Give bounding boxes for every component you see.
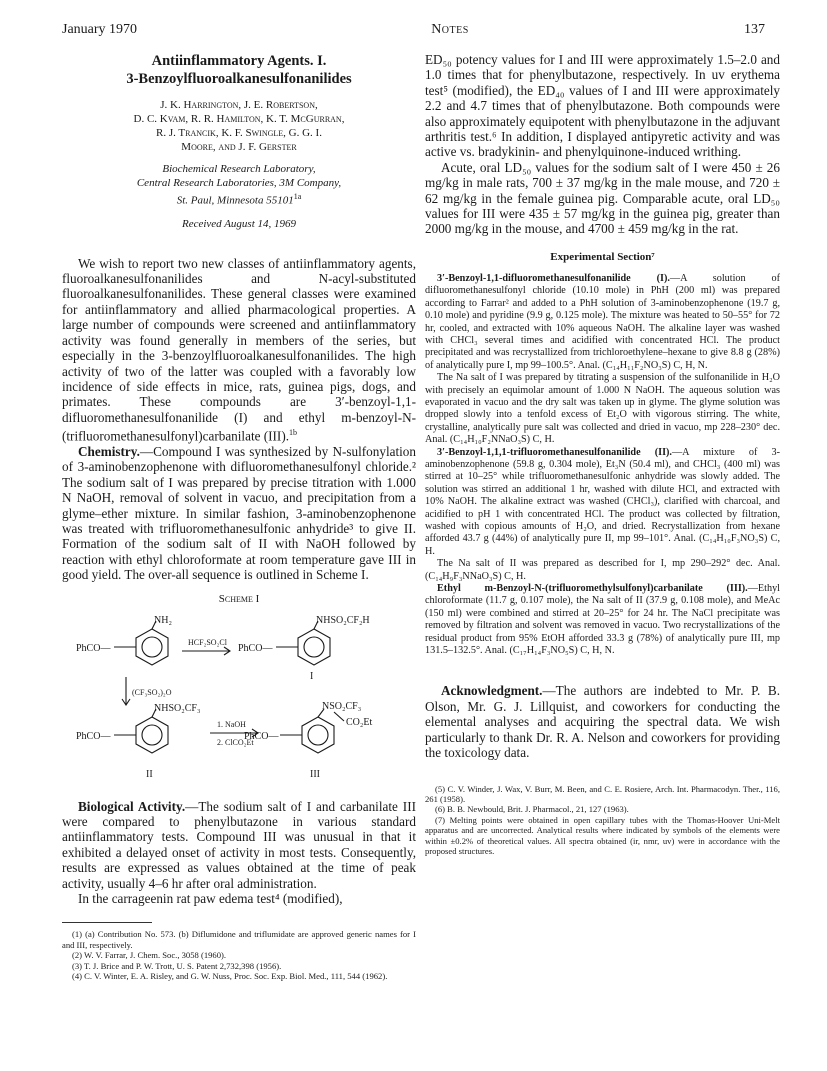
footnote-2: (2) W. V. Farrar, J. Chem. Soc., 3058 (1960). (72, 950, 227, 961)
experimental-paragraph-1 (425, 273, 780, 372)
product1-substituent: NHSO₂CF₂H (316, 614, 370, 626)
product2-substituent: NHSO₂CF₃ (154, 702, 201, 714)
footnote-spacer (425, 777, 515, 778)
compound-II-text: —A mixture of 3-aminobenzophenone (59.8 g, 0.304 mole), Et₃N (50.4 ml), and CHCl₃ (400 ml) was stirred at 10–25° while trifluoromethanesulfonic anhydride was slowly added. The solution was stirred an additional 1 hr, washed with dilute HCl, and extracted with 10% NaOH. The alkaline extract was washed (CHCl₃), clarified with charcoal, and acidified to pH 1 with concentrated HCl. The product was collected by filtration, washed with copious amounts of H₂O, and dried. Recrystallization from hexane afforded 43.7 g (44%) of analytically pure II, mp 99–101°. Anal. (C₁₄H₁₀F₃NO₃S) C, H. (425, 446, 780, 557)
title-line-2: 3-Benzoylfluoroalkanesulfonanilides (126, 71, 352, 87)
left-column (62, 52, 416, 981)
authors-line-1: J. K. Harrington, J. E. Robertson, (160, 99, 318, 111)
product3-substituent-2: CO₂Et (346, 716, 373, 728)
experimental-paragraph-3 (425, 447, 780, 559)
authors-line-4: Moore, and J. F. Gerster (181, 141, 297, 153)
affil-ref: 1a (293, 192, 302, 201)
authors-line-3: R. J. Trancik, K. F. Swingle, G. G. I. (156, 127, 322, 139)
results-paragraph-1: ED₅₀ potency values for I and III were approximately 1.5–2.0 and 1.0 times that for phenylbutazone, respectively. In uv erythema test⁵ (modified), the ED₄₀ values of I and III were approximately 2.2 and 4.7 times that of phenylbutazone. Both compounds were also approximately equipotent with phenylbutazone in the adjuvant arthritis test.⁶ In addition, I displayed antipyretic activity and was active vs. bradykinin- and phenylquinone-induced writhing. (425, 52, 780, 160)
running-head-section: Notes (431, 22, 469, 37)
benzene-ring-3 (136, 717, 168, 753)
experimental-paragraph-4: The Na salt of II was prepared as described for I, mp 290–292° dec. Anal. (C₁₄H₉F₃NNaO₃S) C, H. (425, 558, 780, 582)
reagent-1: HCF₂SO₂Cl (188, 637, 227, 647)
biological-paragraph (62, 799, 416, 891)
running-head (0, 22, 827, 42)
reagent-3b: 2. ClCO₂Et (217, 737, 254, 747)
received-date: Received August 14, 1969 (181, 217, 297, 230)
footnote-1: (1) (a) Contribution No. 573. (b) Diflumidone and triflumidate are approved generic names for I and III, respectively. (62, 929, 416, 950)
affil-line-1: Biochemical Research Laboratory, (162, 163, 316, 175)
acknowledgment-text: —The authors are indebted to Mr. P. B. Olson, Mr. G. J. Lillquist, and coworkers for conducting the elemental analyses and acquiring the spectral data. We wish particularly to thank Dr. R. A. Nelson and coworkers for providing the toxicology data. (425, 683, 780, 761)
biological-heading: Biological Activity. (78, 798, 186, 814)
scheme-diagram (62, 615, 416, 791)
chemistry-heading: Chemistry. (78, 443, 140, 459)
intro-text: We wish to report two new classes of antiinflammatory agents, fluoroalkanesulfonanilides and N-acyl-substituted fluoroalkanesulfonanilides. These general classes were examined for antiinflammatory and allied pharmacological properties. A large number of compounds were screened and antiinflammatory activity was found generally in members of the series, but especially in the 3-benzoylfluoroalkanesulfonanilides. The high activity of two of the latter was coupled with a favorably low incidence of side effects in mice, rats, guinea pigs, dogs, and primates. These compounds are 3′-benzoyl-1,1-difluoromethanesulfonanilide (I) and ethyl m-benzoyl-N-(trifluoromethanesulfonyl)carbanilate (III). (62, 255, 416, 444)
chemistry-paragraph (62, 444, 416, 583)
benzene-ring-2 (298, 629, 330, 665)
running-head-date: January 1970 (62, 22, 138, 37)
experimental-paragraph-2: The Na salt of I was prepared by titrating a suspension of the sulfonanilide in H₂O with precisely an equimolar amount of 1.000 N NaOH. The aqueous solution was evaporated in vacuo and the dry salt was taken up in glyme. The glyme solution was dropped slowly into a tenfold excess of Et₂O with vigorous stirring. The white, crystalline, analytically pure salt was collected and dried in vacuo, mp 228–230° dec. Anal. (C₁₄H₁₀F₂NNaO₃S) C, H. (425, 372, 780, 446)
compound-label-II: II (146, 768, 153, 780)
phco-label-2: PhCO— (238, 642, 273, 654)
compound-label-I: I (310, 670, 314, 682)
reaction-scheme (62, 615, 416, 791)
product3-substituent-1: NSO₂CF₃ (322, 700, 362, 712)
scheme-title: Scheme I (218, 592, 260, 605)
acknowledgment-paragraph (425, 683, 780, 760)
article-title (62, 52, 416, 88)
phco-label-4: PhCO— (244, 730, 279, 742)
intro-ref: 1b (289, 428, 298, 438)
footnote-7: (7) Melting points were obtained in open capillary tubes with the Thomas-Hoover Uni-Melt apparatus and are uncorrected. Analytical results where indicated by symbols of the elements were within ±0.2% of theoretical values. All spectra obtained (ir, nmr, uv) were in accordance with the proposed structures. (425, 814, 780, 856)
phco-label-3: PhCO— (76, 730, 111, 742)
reagent-3a: 1. NaOH (217, 719, 246, 729)
acknowledgment-heading: Acknowledgment. (441, 683, 543, 699)
compound-I-heading: 3′-Benzoyl-1,1-difluoromethanesulfonanilide (I). (437, 272, 670, 284)
reagent-2: (CF₃SO₂)₂O (132, 687, 172, 697)
chemistry-text: —Compound I was synthesized by N-sulfonylation of 3-aminobenzophenone with difluoromethanesulfonyl chloride.² The sodium salt of I was prepared by precise titration with 1.000 N NaOH, removal of solvent in vacuo, and precipitation from a glyme–ether mixture. In similar fashion, 3-aminobenzophenone was treated with trifluoromethanesulfonic anhydride³ to give II. Formation of the sodium salt of II with NaOH followed by reaction with ethyl chloroformate at room temperature gave III in good yield. The over-all sequence is outlined in Scheme I. (62, 443, 416, 583)
page-number: 137 (744, 22, 765, 37)
nh2-label: NH₂ (154, 614, 172, 626)
footnote-3: (3) T. J. Brice and P. W. Trott, U. S. Patent 2,732,398 (1956). (72, 960, 282, 971)
compound-III-text: —Ethyl chloroformate (11.7 g, 0.107 mole), the Na salt of II (37.9 g, 0.108 mole), and MeAc (150 ml) were combined and stirred at 20–25° for 24 hr. The NaCl precipitate was removed by filtration and solvent was removed in vacuo. Two recrystallizations of the residual product from 95% EtOH afforded 33.3 g (78%) of analytically pure III, mp 131.5–132.5°. Anal. (C₁₇H₁₄F₃NO₅S) C, H, N. (425, 583, 780, 657)
phco-label-1: PhCO— (76, 642, 111, 654)
footnote-4: (4) C. V. Winter, E. A. Risley, and G. W. Nuss, Proc. Soc. Exp. Biol. Med., 111, 544 (1962). (72, 971, 388, 982)
results-paragraph-2: Acute, oral LD₅₀ values for the sodium salt of I were 450 ± 26 mg/kg in male rats, 700 ± 37 mg/kg in the male mouse, and 720 ± 62 mg/kg in the female guinea pig. Comparable acute, oral LD₅₀ values for III were 435 ± 57 mg/kg in the guinea pig, greater than 2000 mg/kg in the mouse, and 4700 ± 459 mg/kg in the rat. (425, 159, 780, 237)
benzene-ring-4 (302, 717, 334, 753)
title-line-1: Antiinflammatory Agents. I. (151, 53, 327, 69)
right-column (425, 52, 780, 856)
experimental-heading: Experimental Section⁷ (550, 250, 655, 263)
intro-paragraph (62, 256, 416, 444)
affiliation (62, 162, 416, 208)
compound-I-text: —A solution of difluoromethanesulfonyl chloride (10.10 mole) in PhH (200 ml) was prepared according to Farrar² and added to a PhH solution of 3-aminobenzophenone (19.7 g, 0.10 mole) and pyridine (9.9 g, 0.125 mole). The mixture was heated to 50–55° for 72 hr, cooled, and extracted with 10% aqueous NaOH. The alkaline layer was washed with CHCl₃ several times and acidified with concentrated HCl. The product precipitated and was recrystallized from trichloroethylene–hexane to give 8.8 g (28%) of analytically pure I, mp 99–100.5°. Anal. (C₁₄H₁₁F₂NO₃S) C, H, N. (425, 272, 780, 371)
footnote-5: (5) C. V. Winder, J. Wax, V. Burr, M. Been, and C. E. Rosiere, Arch. Int. Pharmacodyn. Ther., 116, 261 (1958). (425, 783, 780, 804)
compound-II-heading: 3′-Benzoyl-1,1,1-trifluoromethanesulfonanilide (II). (437, 446, 672, 458)
footnote-6: (6) B. B. Newbould, Brit. J. Pharmacol., 21, 127 (1963). (435, 804, 629, 815)
biological-text: —The sodium salt of I and carbanilate III were compared to phenylbutazone in various standard antiinflammatory tests. Compound III was unusual in that it exhibited a delayed onset of activity in most tests. Consequently, results are expressed as values obtained at the time of peak activity, usually 4–6 hr after oral administration. (62, 798, 416, 891)
affil-line-3: St. Paul, Minnesota 55101 (176, 194, 294, 207)
compound-III-heading: Ethyl m-Benzoyl-N-(trifluoromethylsulfonyl)carbanilate (III). (437, 583, 748, 595)
affil-line-2: Central Research Laboratories, 3M Company, (136, 177, 342, 189)
benzene-ring-1 (136, 629, 168, 665)
author-list (62, 98, 416, 154)
footnote-rule (62, 922, 152, 923)
compound-label-III: III (310, 768, 320, 780)
biological-paragraph-2: In the carrageenin rat paw edema test⁴ (modified), (78, 891, 343, 907)
experimental-paragraph-5 (425, 583, 780, 657)
authors-line-2: D. C. Kvam, R. R. Hamilton, K. T. McGurran, (133, 113, 345, 125)
